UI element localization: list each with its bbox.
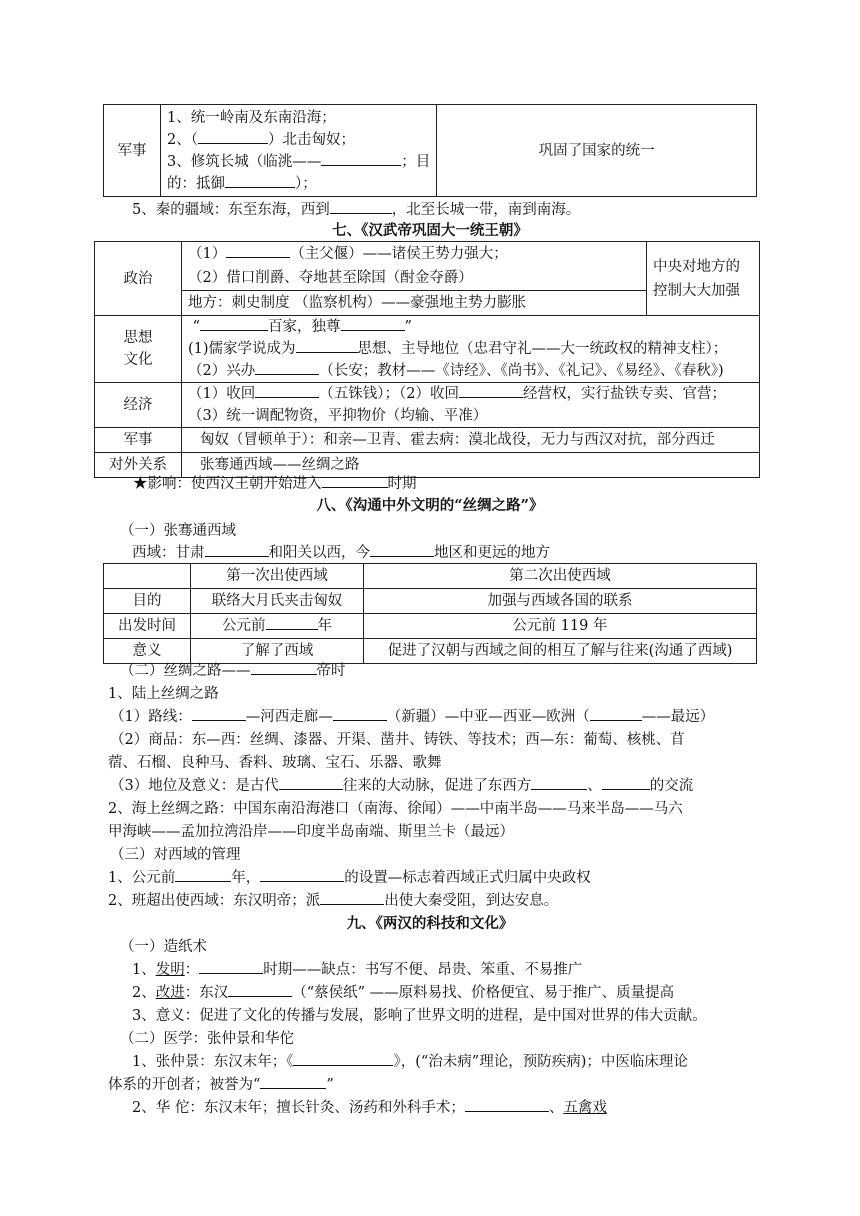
route-line: （1）路线： —河西走廊— （新疆）—中亚—西亚—欧洲（ ——最远） [110, 705, 714, 726]
section-7-title: 七、《汉武帝巩固大一统王朝》 [332, 222, 528, 239]
blank [228, 982, 292, 997]
thought-content: “ 百家，独尊 ” (1)儒家学说成为 思想、主导地位（忠君守礼——大一统政权的精神支柱）； （2）兴办 （长安；教材——《诗经》、《尚书》、《礼记》、《易经》、《春秋》) [182, 316, 760, 383]
sea-route-line-1: 2、海上丝绸之路：中国东南沿海港口（南海、徐闻）——中南半岛——马来半岛——马六 [108, 801, 683, 817]
zhangqian-table: 第一次出使西域 第二次出使西域 目的 联络大月氏夹击匈奴 加强与西域各国的联系 出发时间 公元前 年 公元前 119 年 意义 了解了西域 促进了汉朝与西域之间的相互了解与往来(沟通了西域) [103, 563, 757, 664]
blank [226, 243, 290, 258]
blank [320, 890, 384, 905]
blank [590, 706, 642, 721]
blank [296, 338, 358, 353]
blank [322, 473, 388, 488]
military-result: 巩固了国家的统一 [437, 105, 757, 197]
blank [279, 775, 343, 790]
blank [255, 360, 319, 375]
table-row: 意义 了解了西域 促进了汉朝与西域之间的相互了解与往来(沟通了西域) [104, 639, 757, 664]
blank [225, 173, 295, 188]
blank [192, 706, 246, 721]
qin-military-table [103, 104, 757, 197]
military-label-2: 军事 [95, 428, 182, 453]
sec9-sub2: （二）医学：张仲景和华佗 [120, 1031, 294, 1047]
blank [602, 775, 650, 790]
blank [175, 867, 231, 882]
sec8-sub2: （二）丝绸之路—— 帝时 [120, 659, 346, 680]
blank [333, 706, 387, 721]
admin-line-1: 1、公元前 年， 的设置—标志着西域正式归属中央政权 [108, 866, 591, 887]
military-content: 1、统一岭南及东南沿海； 2、（ ）北击匈奴； 3、修筑长城（临洮—— ；目 的：抵御 ）； [161, 105, 437, 197]
zhang-line-2: 体系的开创者；被誉为“ ” [108, 1073, 334, 1094]
land-route-title: 1、陆上丝绸之路 [108, 686, 219, 702]
sea-route-line-2: 甲海峡——孟加拉湾沿岸——印度半岛南端、斯里兰卡（最远） [108, 824, 514, 840]
politics-label: 政治 [95, 242, 182, 316]
improve-line: 2、改进：东汉 （“蔡侯纸” ——原料易找、价格便宜、易于推广、质量提高 [132, 981, 674, 1002]
sec8-sub1: （一）张骞通西域 [120, 523, 236, 539]
foreign-content: 张骞通西域——丝绸之路 [182, 453, 760, 478]
blank [199, 959, 263, 974]
status-line: （3）地位及意义：是古代 往来的大动脉，促进了东西方 、 的交流 [110, 774, 693, 795]
invent-line: 1、发明： 时期——缺点：书写不便、昂贵、笨重、不易推广 [132, 958, 582, 979]
territory-line: 5、秦的疆域：东至东海，西到 ，北至长城一带，南到南海。 [132, 198, 580, 219]
zhang-line-1: 1、张仲景：东汉末年；《 》，(“治未病”理论，预防疾病)；中医临床理论 [132, 1050, 688, 1071]
sec8-sub3: （三）对西域的管理 [110, 847, 241, 863]
blank [260, 1074, 326, 1089]
blank [266, 615, 318, 630]
table-row: 出发时间 公元前 年 公元前 119 年 [104, 614, 757, 639]
blank [330, 199, 392, 214]
table-row: 目的 联络大月氏夹击匈奴 加强与西域各国的联系 [104, 589, 757, 614]
blank [200, 316, 268, 331]
blank [531, 775, 587, 790]
blank [198, 129, 268, 144]
sec9-sub1: （一）造纸术 [120, 939, 207, 955]
admin-line-2: 2、班超出使西域：东汉明帝；派 出使大秦受阻，到达安息。 [108, 889, 558, 910]
wudi-table: 政治 （1） （主父偃）——诸侯王势力强大； 中央对地方的控制大大加强 （2）借口削爵、夺地甚至除国（酎金夺爵） 地方：刺史制度 （监察机构）——豪强地主势力膨胀 思想 文化 “ 百家，独尊 ” (1)儒家学说成为 思想、主导地位（忠君守礼——大一统政权的精神支柱）； （2）兴办 （长安；教材——《诗经》、《尚书》、《礼记》、《易经》、《春秋》) 经济 （1）收回 （五铢钱）；（2）收回 经营权，实行盐铁专卖、官营； （3）统一调配物资，平抑物价（均输、平准） 军事 匈奴（冒顿单于）：和亲—卫青、霍去病：漠北战役，无力与西汉对抗，部分西迁 对外关系 张骞通西域——丝绸之路 [94, 241, 760, 478]
section-8-title: 八、《沟通中外文明的“丝绸之路”》 [316, 497, 544, 514]
blank [255, 383, 319, 398]
goods-line-1: （2）商品：东—西：丝绸、漆器、开渠、凿井、铸铁、等技术；西—东：葡萄、核桃、苜 [110, 732, 685, 748]
military-content-2: 匈奴（冒顿单于）：和亲—卫青、霍去病：漠北战役，无力与西汉对抗，部分西迁 [182, 428, 760, 453]
section-9-title: 九、《两汉的科技和文化》 [346, 915, 514, 932]
blank [205, 542, 269, 557]
blank [370, 542, 434, 557]
blank [293, 1051, 393, 1066]
blank [260, 867, 344, 882]
region-line: 西域：甘肃 和阳关以西，今 地区和更远的地方 [132, 541, 550, 562]
blank [465, 1097, 549, 1112]
hua-line: 2、华 佗：东汉末年；擅长针灸、汤药和外科手术； 、五禽戏 [132, 1096, 607, 1117]
goods-line-2: 蓿、石榴、良种马、香料、玻璃、宝石、乐器、歌舞 [108, 755, 442, 771]
blank [251, 660, 317, 675]
economy-label: 经济 [95, 383, 182, 428]
thought-label: 思想 文化 [95, 316, 182, 383]
blank [459, 383, 523, 398]
military-label: 军事 [104, 105, 161, 197]
politics-result: 中央对地方的控制大大加强 [647, 242, 760, 316]
economy-content: （1）收回 （五铢钱）；（2）收回 经营权，实行盐铁专卖、官营； （3）统一调配物资，平抑物价（均输、平准） [182, 383, 760, 428]
blank [321, 151, 401, 166]
impact-line: ★影响：使西汉王朝开始进入 时期 [133, 472, 417, 493]
meaning-line: 3、意义：促进了文化的传播与发展，影响了世界文明的进程，是中国对世界的伟大贡献。 [132, 1008, 707, 1024]
foreign-label: 对外关系 [95, 453, 182, 478]
blank [341, 316, 405, 331]
